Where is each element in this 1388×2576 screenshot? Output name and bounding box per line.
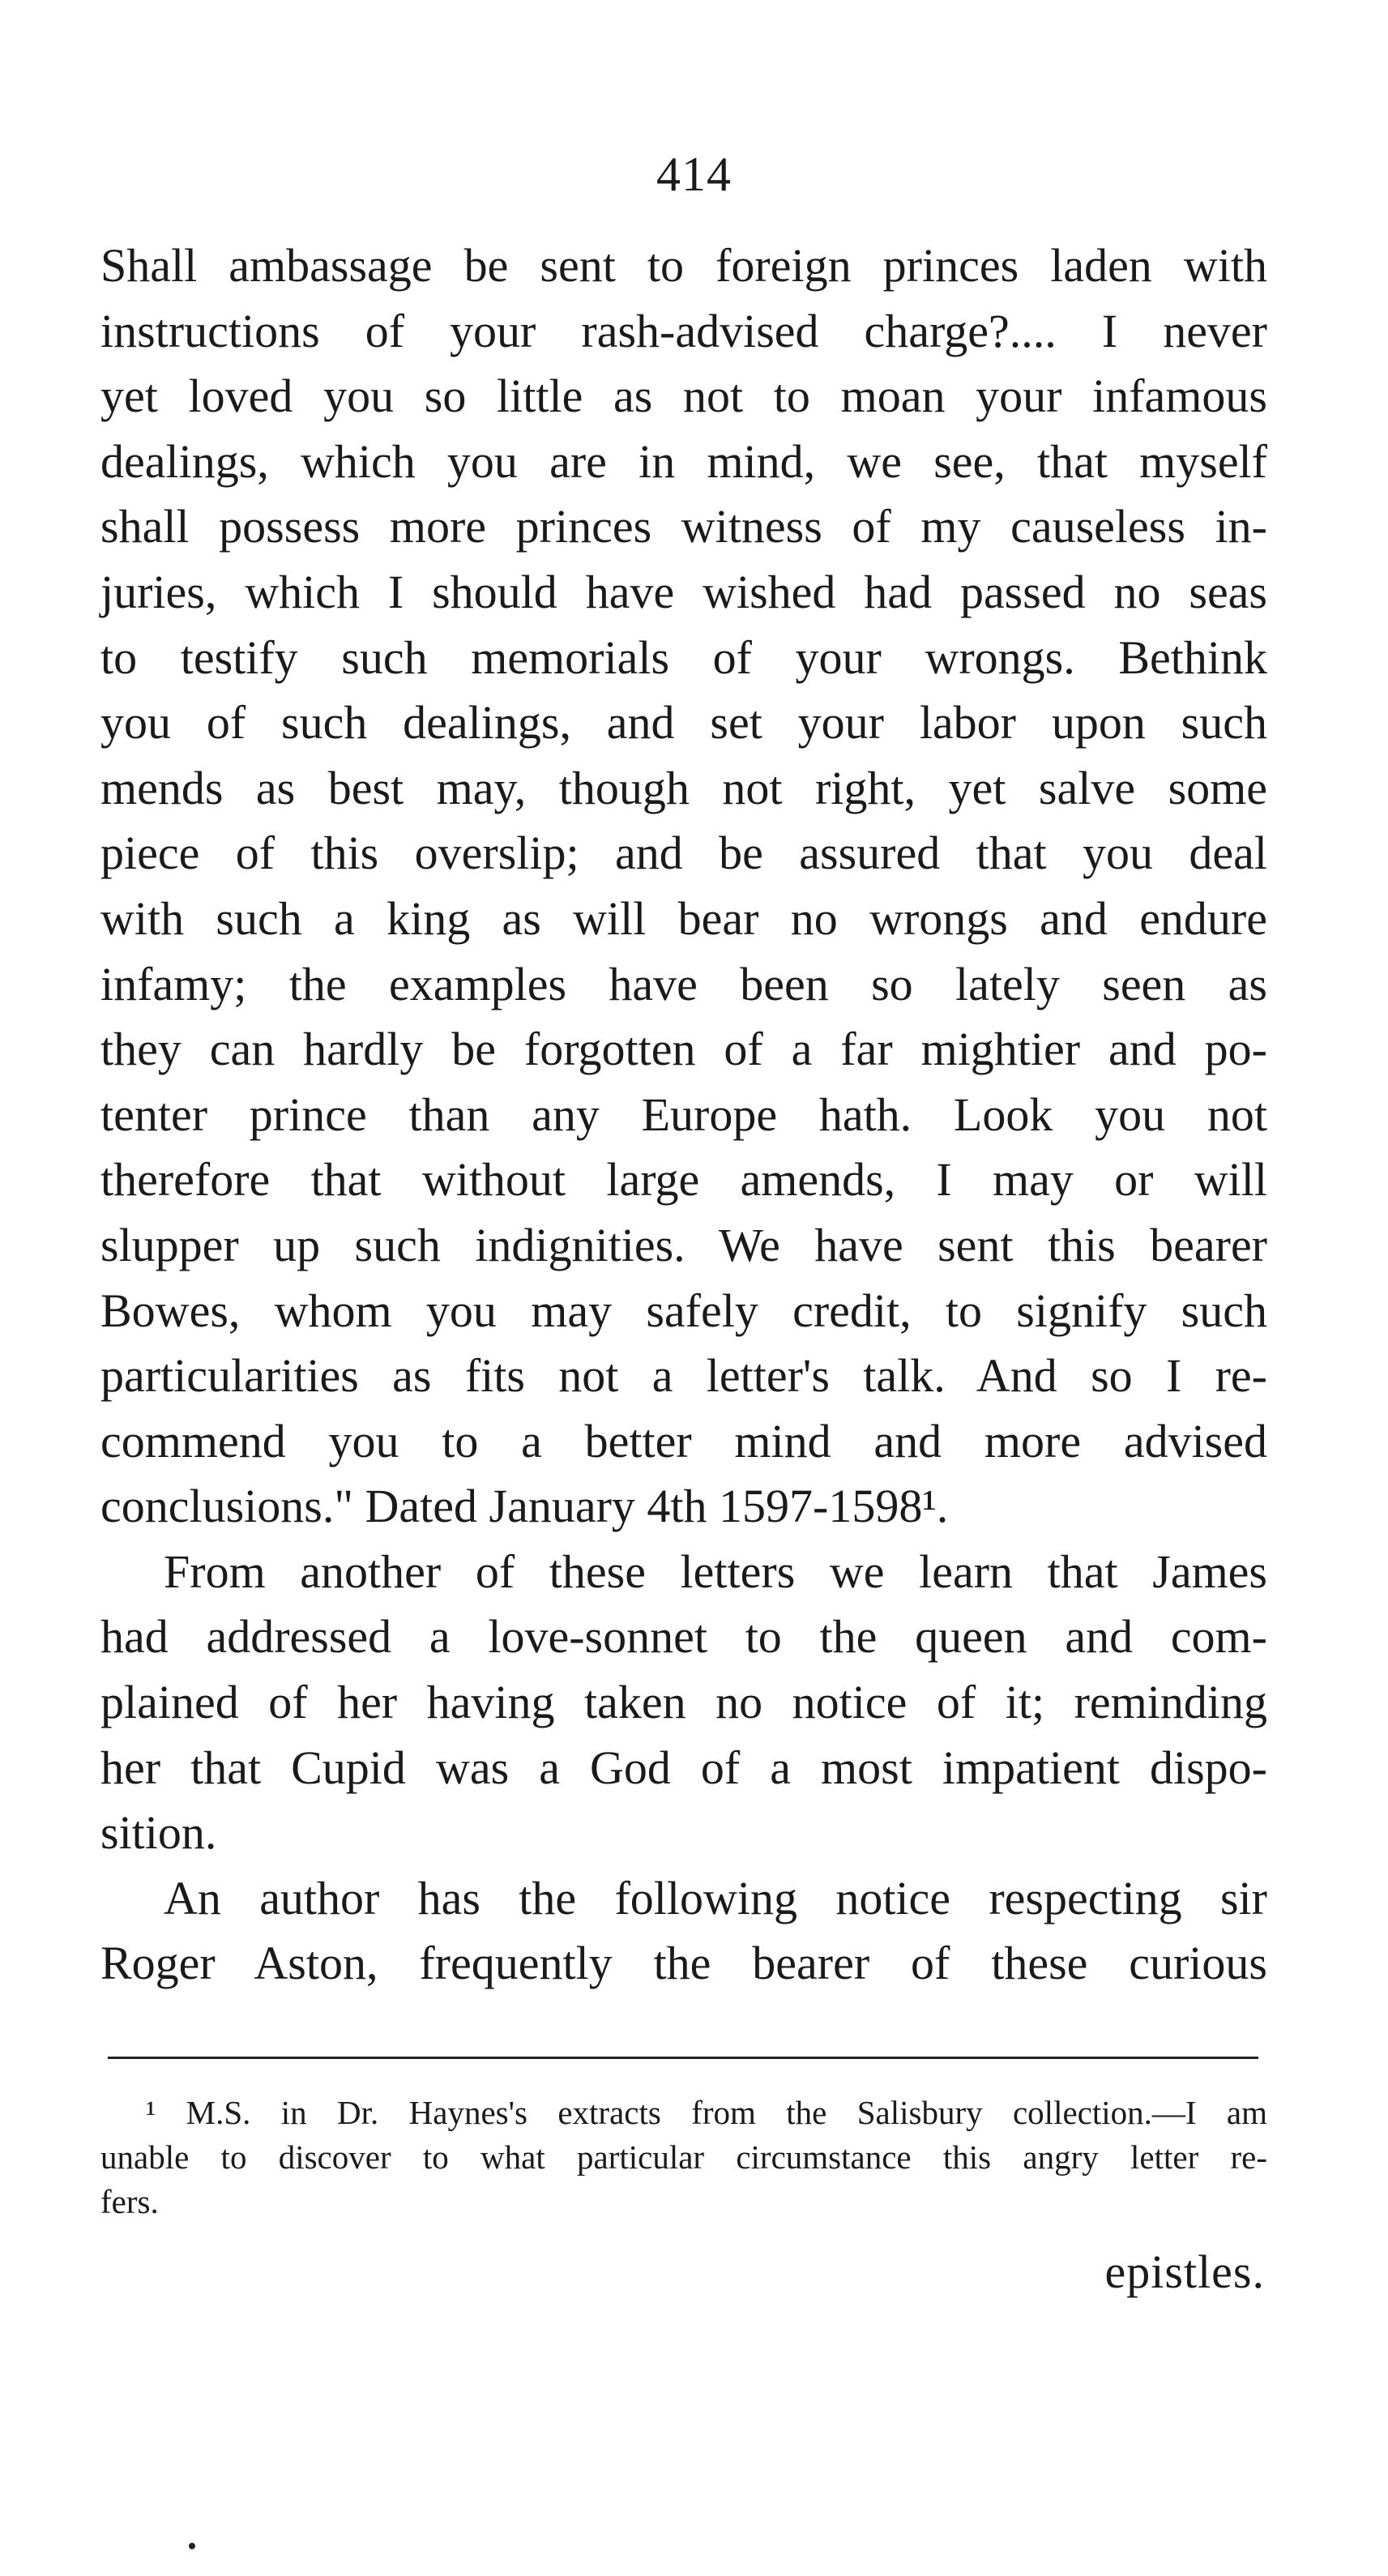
catchword: epistles. (1104, 2245, 1265, 2298)
text-line: shall possess more princes witness of my causeless in- (100, 500, 1267, 553)
text-line: tenter prince than any Europe hath. Look you not (100, 1087, 1267, 1141)
footnote-divider (108, 2057, 1258, 2059)
text-line: you of such dealings, and set your labor upon such (100, 696, 1267, 750)
footnote-line: fers. (100, 2183, 159, 2220)
text-line: with such a king as will bear no wrongs and endure (100, 891, 1267, 945)
text-line: dealings, which you are in mind, we see, that myself (100, 434, 1267, 488)
paragraph-first-line: From another of these letters we learn that James (164, 1544, 1267, 1598)
text-line: Bowes, whom you may safely credit, to signify such (100, 1284, 1267, 1337)
paragraph-first-line: An author has the following notice respecting sir (164, 1871, 1267, 1925)
text-line: particularities as fits not a letter's talk. And so I re- (100, 1349, 1267, 1403)
text-line: commend you to a better mind and more advised (100, 1414, 1267, 1467)
text-line: mends as best may, though not right, yet salve some (100, 761, 1267, 814)
text-line: they can hardly be forgotten of a far mightier and po- (100, 1023, 1267, 1076)
footnote-line: unable to discover to what particular circumstance this angry letter re- (100, 2138, 1267, 2176)
text-line: had addressed a love-sonnet to the queen and com- (100, 1610, 1267, 1664)
ink-speck (189, 2543, 195, 2549)
text-line: therefore that without large amends, I may or will (100, 1153, 1267, 1207)
text-line: slupper up such indignities. We have sent this bearer (100, 1218, 1267, 1271)
text-line: piece of this overslip; and be assured that you deal (100, 827, 1267, 880)
footnote (100, 2091, 1267, 2224)
text-line: yet loved you so little as not to moan your infamous (100, 370, 1267, 423)
text-line: juries, which I should have wished had passed no seas (100, 565, 1267, 618)
text-line: sition. (100, 1806, 217, 1860)
page-number: 414 (656, 147, 732, 201)
text-line: plained of her having taken no notice of it; reminding (100, 1676, 1267, 1729)
text-line: instructions of your rash-advised charge?.... I never (100, 304, 1267, 357)
footnote-line: ¹ M.S. in Dr. Haynes's extracts from the Salisbury collection.—I am (146, 2094, 1267, 2131)
text-line: Roger Aston, frequently the bearer of these curious (100, 1937, 1267, 1990)
text-line: her that Cupid was a God of a most impatient dispo- (100, 1741, 1267, 1794)
text-line: to testify such memorials of your wrongs. Bethink (100, 630, 1267, 684)
body-text (100, 233, 1267, 1997)
text-line: infamy; the examples have been so lately seen as (100, 957, 1267, 1010)
text-line: conclusions." Dated January 4th 1597-1598¹. (100, 1480, 949, 1533)
text-line: Shall ambassage be sent to foreign princes laden with (100, 239, 1267, 292)
